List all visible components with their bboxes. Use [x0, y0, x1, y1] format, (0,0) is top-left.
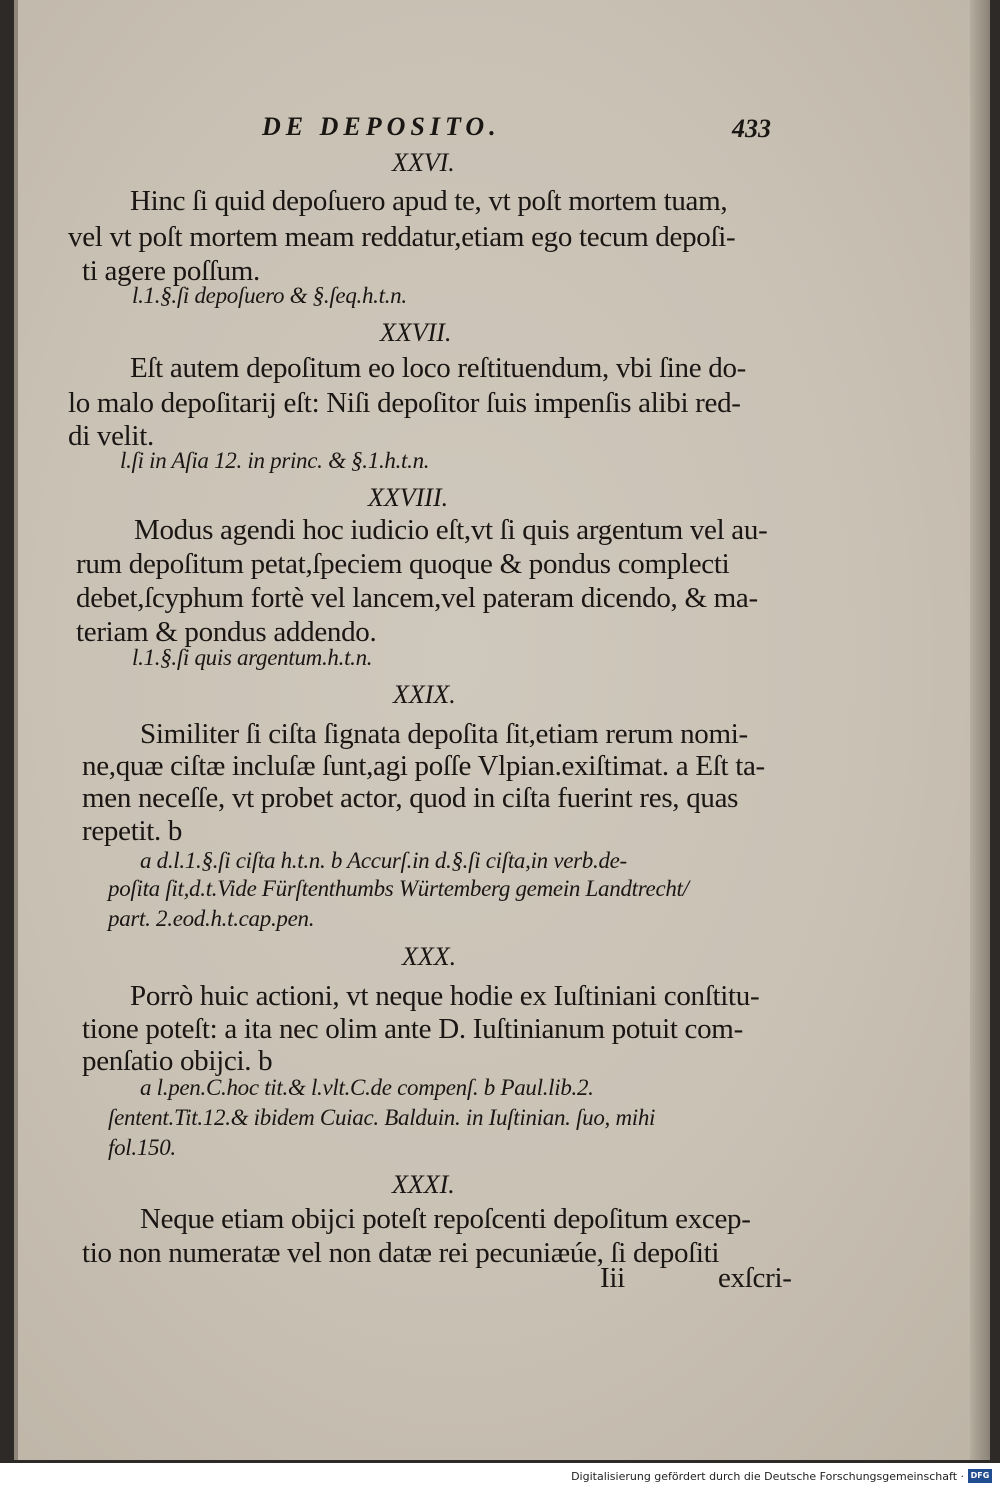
citation-note: l.ſi in Aſia 12. in princ. & §.1.h.t.n. [120, 448, 430, 473]
citation-note: part. 2.eod.h.t.cap.pen. [108, 906, 315, 931]
dfg-logo: DFG [968, 1469, 992, 1483]
body-text-line: lo malo depoſitarij eſt: Niſi depoſitor ſuis impenſis alibi red- [68, 387, 741, 419]
body-text-line: teriam & pondus addendo. [76, 616, 377, 648]
body-text-line: repetit. b [82, 815, 183, 847]
body-text-line: Neque etiam obijci poteſt repoſcenti depoſitum excep- [140, 1203, 751, 1235]
citation-note: fol.150. [108, 1135, 176, 1160]
section-numeral: XXX. [402, 942, 457, 971]
signature-mark: Iii [600, 1262, 625, 1294]
section-numeral: XXXI. [392, 1170, 455, 1199]
body-text-line: di velit. [68, 420, 154, 452]
body-text-line: Modus agendi hoc iudicio eſt,vt ſi quis argentum vel au- [134, 514, 768, 546]
section-numeral: XXVI. [392, 148, 455, 177]
body-text-line: ti agere poſſum. [82, 255, 261, 287]
body-text-line: Similiter ſi ciſta ſignata depoſita ſit,etiam rerum nomi- [140, 718, 748, 750]
body-text-line: penſatio obijci. b [82, 1045, 273, 1077]
running-head: DE DEPOSITO. [262, 112, 501, 141]
body-text-line: tio non numeratæ vel non datæ rei pecuniæúe, ſi depoſiti [82, 1237, 720, 1269]
citation-note: ſentent.Tit.12.& ibidem Cuiac. Balduin. in Iuſtinian. ſuo, mihi [108, 1105, 656, 1130]
citation-note: l.1.§.ſi quis argentum.h.t.n. [132, 645, 373, 670]
catchword: exſcri- [718, 1262, 792, 1294]
body-text-line: debet,ſcyphum fortè vel lancem,vel pateram dicendo, & ma- [76, 582, 758, 614]
body-text-line: Porrò huic actioni, vt neque hodie ex Iuſtiniani conſtitu- [130, 980, 760, 1012]
body-text-line: vel vt poſt mortem meam reddatur,etiam ego tecum depoſi- [68, 221, 736, 253]
body-text-line: men neceſſe, vt probet actor, quod in ciſta fuerint res, quas [82, 782, 739, 814]
citation-note: poſita ſit,d.t.Vide Fürſtenthumbs Würtemberg gemein Landtrecht/ [108, 876, 689, 901]
section-numeral: XXVII. [380, 318, 452, 347]
section-numeral: XXIX. [393, 680, 456, 709]
citation-note: a l.pen.C.hoc tit.& l.vlt.C.de compenſ. b Paul.lib.2. [140, 1075, 594, 1100]
page-number: 433 [732, 114, 771, 143]
citation-note: a d.l.1.§.ſi ciſta h.t.n. b Accurſ.in d.§.ſi ciſta,in verb.de- [140, 848, 627, 873]
citation-note: l.1.§.ſi depoſuero & §.ſeq.h.t.n. [132, 283, 407, 308]
body-text-line: Hinc ſi quid depoſuero apud te, vt poſt mortem tuam, [130, 185, 728, 217]
page-edge [970, 0, 990, 1460]
body-text-line: ne,quæ ciſtæ incluſæ ſunt,agi poſſe Vlpian.exiſtimat. a Eſt ta- [82, 750, 765, 782]
body-text-line: rum depoſitum petat,ſpeciem quoque & pondus complecti [76, 548, 730, 580]
body-text-line: Eſt autem depoſitum eo loco reſtituendum, vbi ſine do- [130, 352, 747, 384]
body-text-line: tione poteſt: a ita nec olim ante D. Iuſtinianum potuit com- [82, 1013, 743, 1045]
footer-bar [0, 1463, 1000, 1491]
section-numeral: XXVIII. [368, 483, 449, 512]
footer-credit: Digitalisierung gefördert durch die Deutsche Forschungsgemeinschaft · [571, 1470, 964, 1483]
